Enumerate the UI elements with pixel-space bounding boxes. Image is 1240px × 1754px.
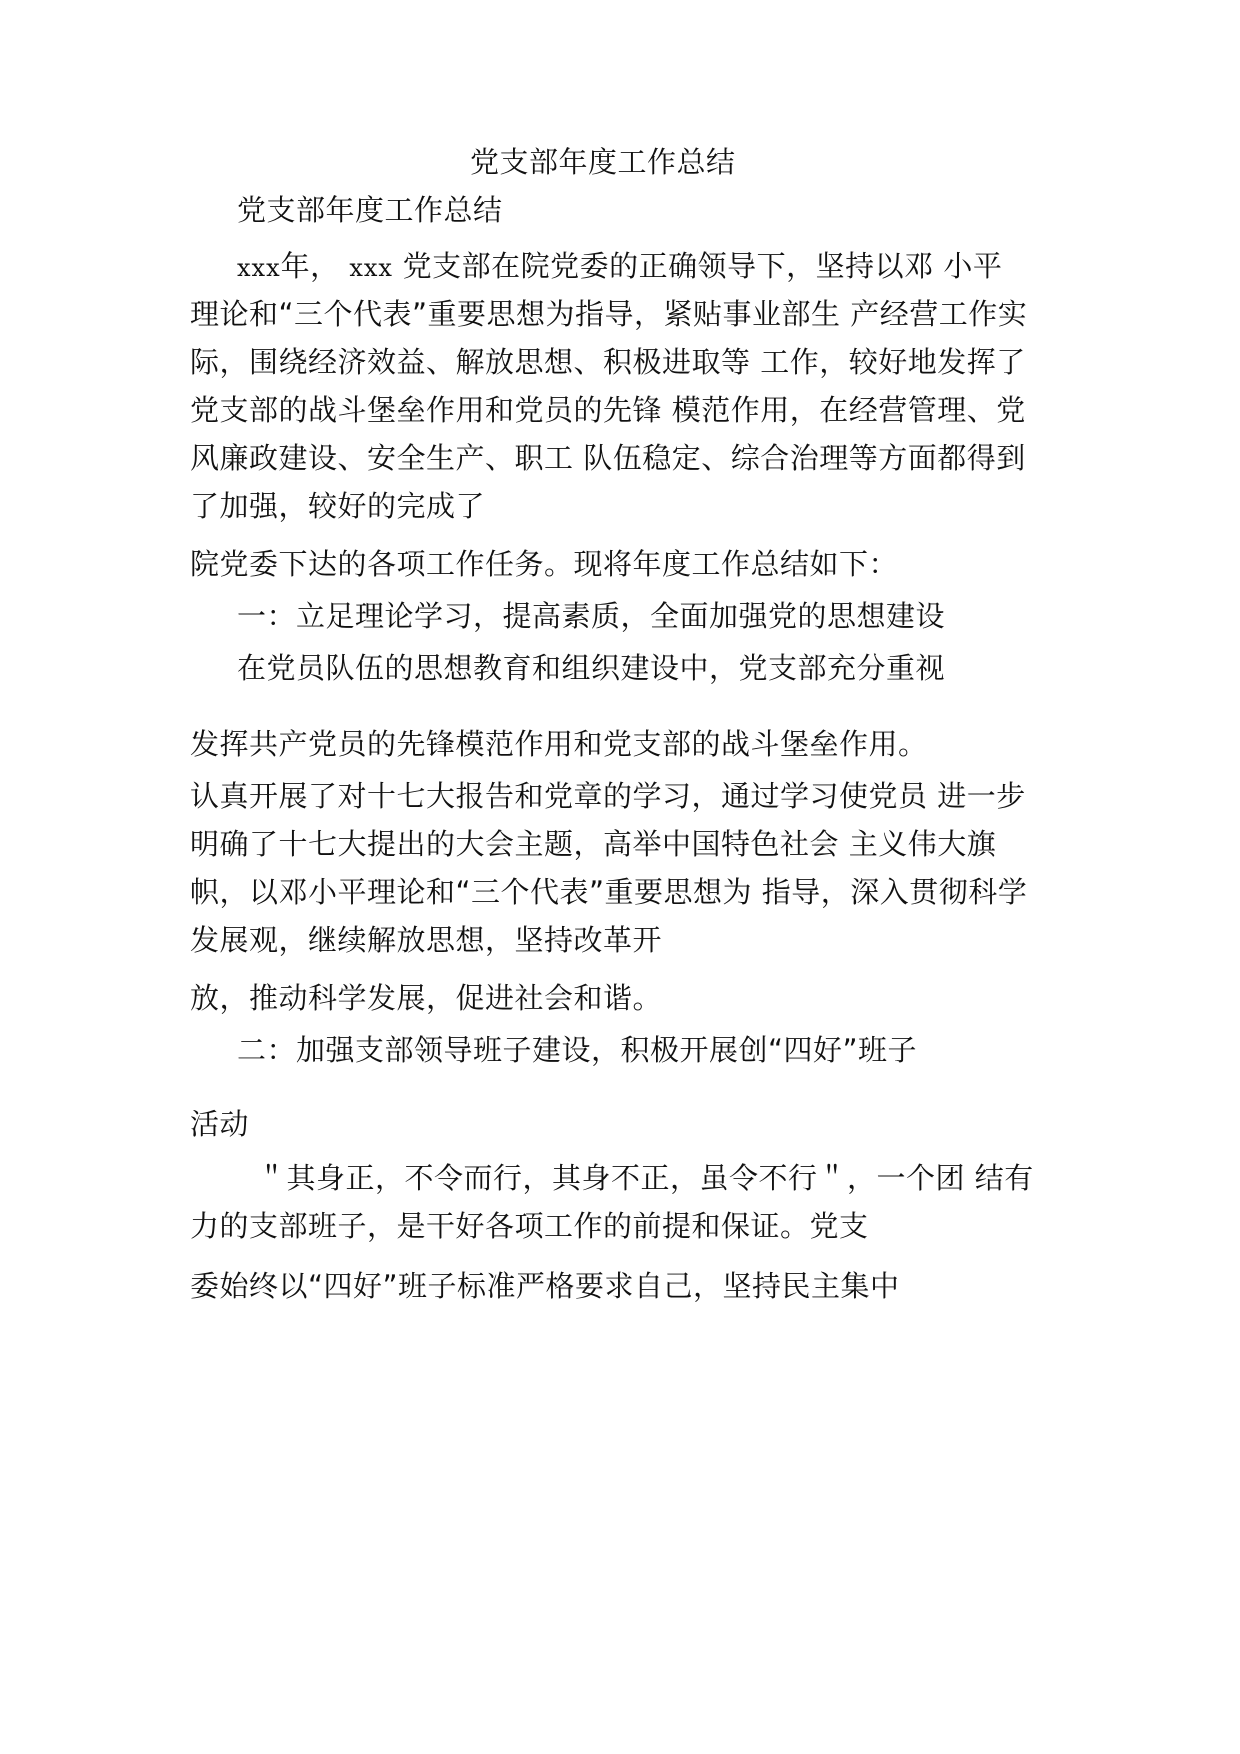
section-2-paragraph-1-line: ＂其身正，不令而行，其身不正，虽令不行＂，一个团 结有 — [257, 1161, 1034, 1195]
section-1-paragraph-3-line: 帜，以邓小平理论和“三个代表”重要思想为 指导，深入贯彻科学 — [190, 875, 1028, 909]
section-1-paragraph-4: 放，推动科学发展，促进社会和谐。 — [190, 981, 663, 1015]
paragraph-1-line: 际，围绕经济效益、解放思想、积极进取等 工作，较好地发挥了 — [190, 345, 1026, 379]
org-placeholder: xxx — [349, 254, 393, 282]
para1-text-a: 年， — [280, 249, 340, 283]
document-subtitle: 党支部年度工作总结 — [237, 193, 503, 227]
section-1-heading: 一：立足理论学习，提高素质，全面加强党的思想建设 — [237, 599, 946, 633]
section-1-lead: 在党员队伍的思想教育和组织建设中，党支部充分重视 — [237, 651, 946, 685]
paragraph-1-line-1 — [237, 246, 1002, 288]
section-1-paragraph-3-line: 认真开展了对十七大报告和党章的学习，通过学习使党员 进一步 — [190, 779, 1026, 813]
paragraph-1-line: 理论和“三个代表”重要思想为指导，紧贴事业部生 产经营工作实 — [190, 297, 1028, 331]
paragraph-1-line: 风廉政建设、安全生产、职工 队伍稳定、综合治理等方面都得到 — [190, 441, 1026, 475]
para1-text-b: 党支部在院党委的正确领导下，坚持以邓 小平 — [402, 249, 1003, 283]
section-1-paragraph-3-line: 明确了十七大提出的大会主题，高举中国特色社会 主义伟大旗 — [190, 827, 997, 861]
section-2-heading: 二：加强支部领导班子建设，积极开展创“四好”班子 — [237, 1033, 918, 1067]
year-placeholder: xxx — [237, 254, 281, 282]
section-1-paragraph-3-line: 发展观，继续解放思想，坚持改革开 — [190, 923, 663, 957]
section-1-paragraph-2: 发挥共产党员的先锋模范作用和党支部的战斗堡垒作用。 — [190, 727, 928, 761]
paragraph-1-line: 党支部的战斗堡垒作用和党员的先锋 模范作用，在经营管理、党 — [190, 393, 1026, 427]
document-title: 党支部年度工作总结 — [470, 145, 736, 179]
section-2-heading-continued: 活动 — [190, 1107, 250, 1141]
paragraph-1-line: 了加强，较好的完成了 — [190, 489, 486, 523]
section-2-paragraph-2: 委始终以“四好”班子标准严格要求自己，坚持民主集中 — [190, 1269, 900, 1303]
section-2-paragraph-1-line: 力的支部班子，是干好各项工作的前提和保证。党支 — [190, 1209, 869, 1243]
paragraph-2: 院党委下达的各项工作任务。现将年度工作总结如下： — [190, 547, 899, 581]
